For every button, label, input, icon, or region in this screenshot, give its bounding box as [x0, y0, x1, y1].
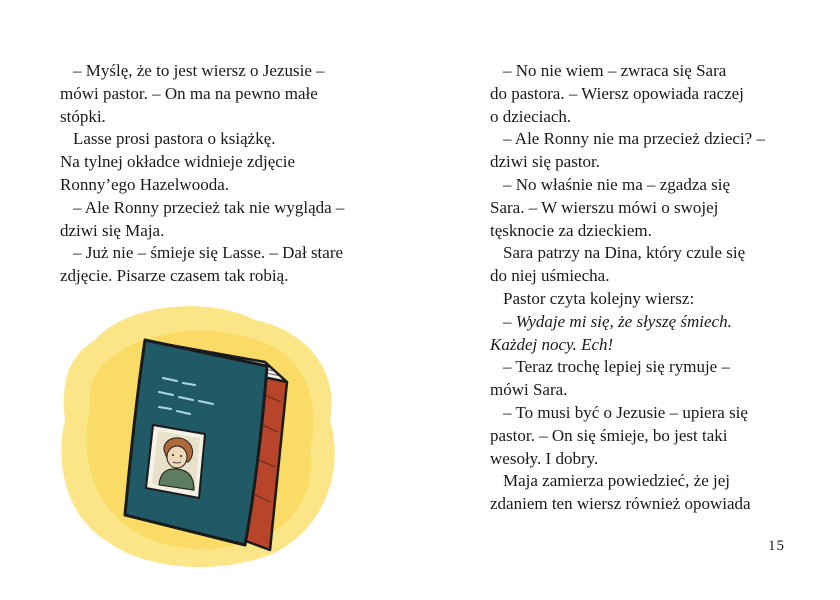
- poem-line: Każdej nocy. Ech!: [490, 334, 614, 354]
- text-line: do niej uśmiecha.: [490, 266, 610, 286]
- text-line: tęsknocie za dzieckiem.: [490, 220, 652, 240]
- text-line: – To musi być o Jezusie – upiera się: [503, 402, 748, 422]
- page-number: 15: [768, 538, 785, 554]
- text-line: Ronny’ego Hazelwooda.: [60, 174, 230, 194]
- book-with-portrait-icon: [55, 300, 345, 570]
- portrait-face: [167, 446, 187, 468]
- text-line: dziwi się pastor.: [490, 152, 601, 172]
- text-line: Maja zamierza powiedzieć, że jej: [503, 471, 731, 491]
- text-line: o dzieciach.: [490, 106, 572, 126]
- text-line: do pastora. – Wiersz opowiada raczej: [490, 83, 744, 103]
- text-line: – No właśnie nie ma – zgadza się: [503, 174, 731, 194]
- right-page-text: [490, 60, 790, 516]
- poem-line: – Wydaje mi się, że słyszę śmiech.: [503, 311, 732, 331]
- text-line: wesoły. I dobry.: [490, 448, 599, 468]
- text-line: – Już nie – śmieje się Lasse. – Dał stare: [73, 243, 344, 263]
- text-line: – No nie wiem – zwraca się Sara: [503, 61, 727, 80]
- left-page-text: [60, 60, 380, 288]
- text-line: Sara. – W wierszu mówi o swojej: [490, 197, 719, 217]
- text-line: stópki.: [60, 106, 106, 126]
- text-line: Lasse prosi pastora o książkę.: [73, 129, 276, 149]
- text-line: mówi Sara.: [490, 380, 568, 400]
- text-line: zdjęcie. Pisarze czasem tak robią.: [60, 266, 289, 286]
- text-line: – Ale Ronny nie ma przecież dzieci? –: [503, 129, 765, 149]
- text-line: mówi pastor. – On ma na pewno małe: [60, 83, 318, 103]
- text-line: – Teraz trochę lepiej się rymuje –: [503, 357, 730, 377]
- text-line: – Ale Ronny przecież tak nie wygląda –: [73, 197, 345, 217]
- text-line: – Myślę, że to jest wiersz o Jezusie –: [73, 61, 325, 80]
- text-line: dziwi się Maja.: [60, 220, 165, 240]
- text-line: zdaniem ten wiersz również opowiada: [490, 494, 751, 514]
- text-line: Pastor czyta kolejny wiersz:: [503, 288, 695, 308]
- book-illustration: [55, 300, 345, 570]
- text-line: Na tylnej okładce widnieje zdjęcie: [60, 152, 296, 172]
- text-line: pastor. – On się śmieje, bo jest taki: [490, 425, 728, 445]
- text-line: Sara patrzy na Dina, który czule się: [503, 243, 746, 263]
